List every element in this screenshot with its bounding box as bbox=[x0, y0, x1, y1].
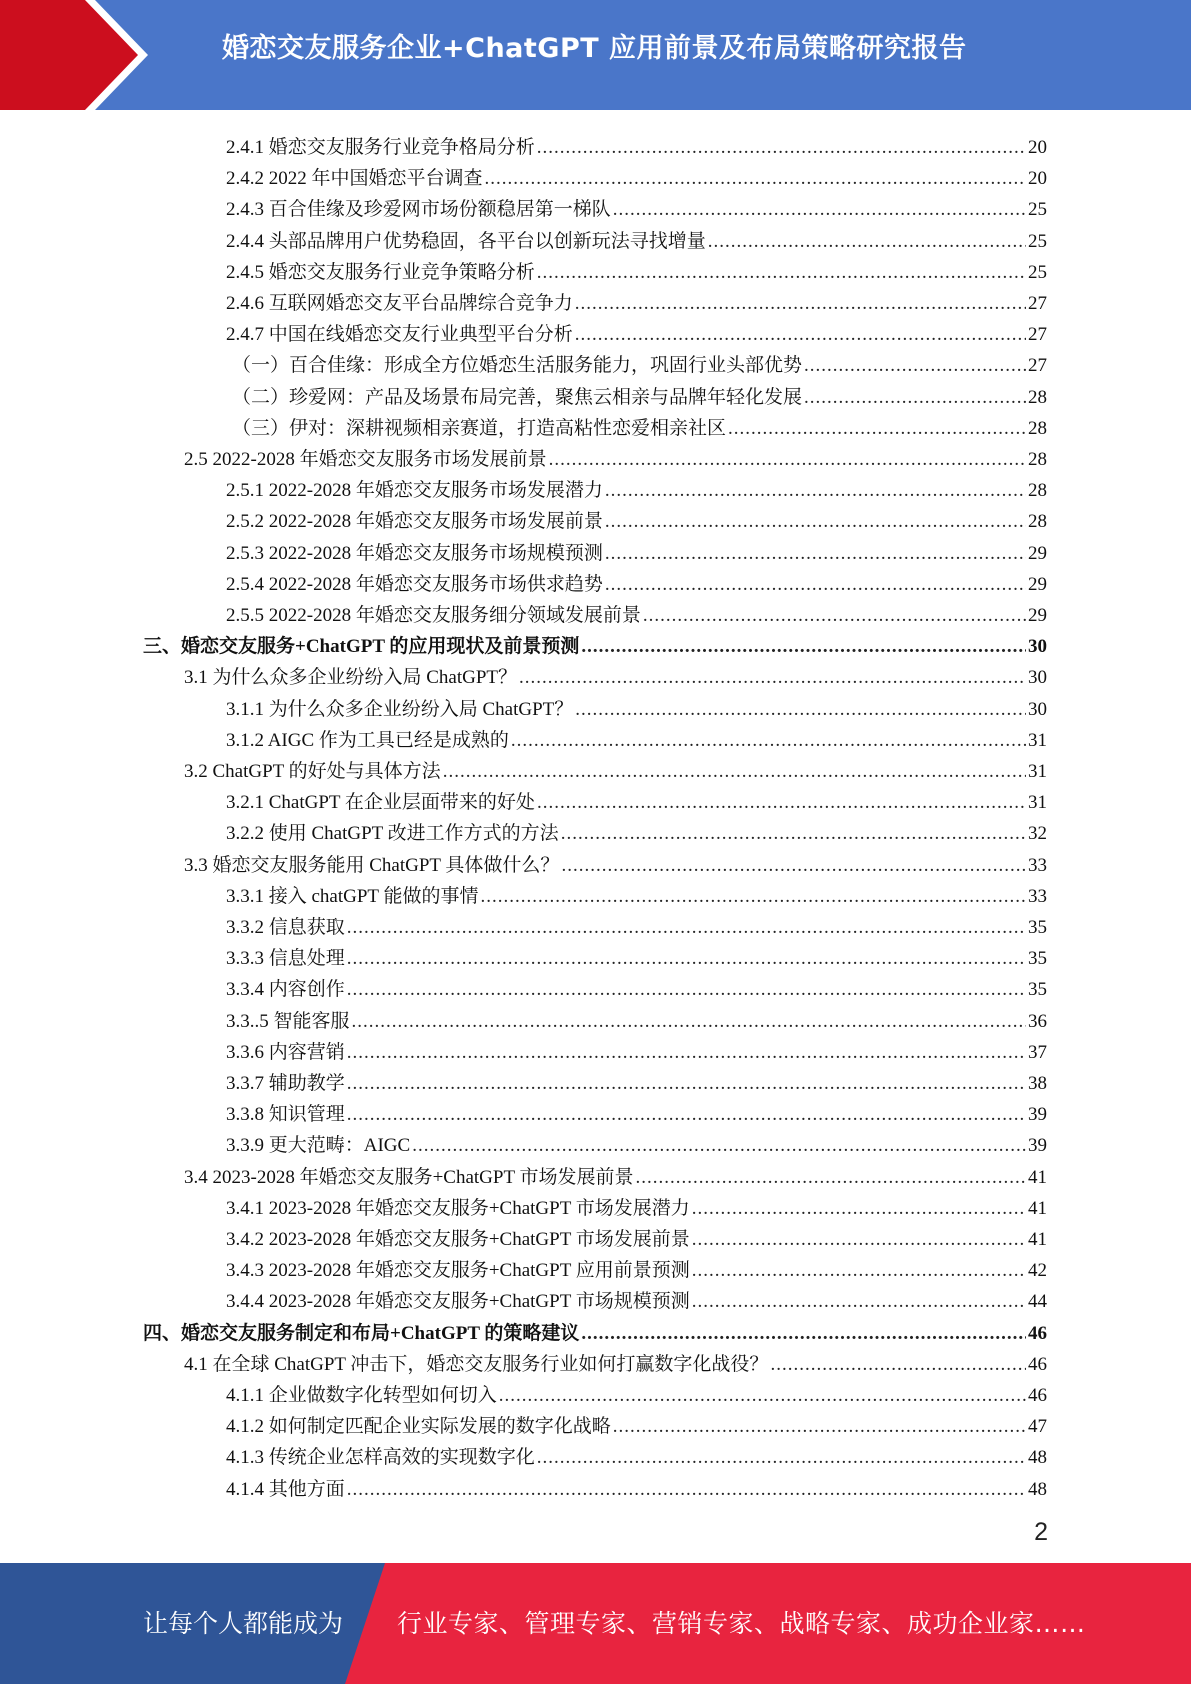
toc-entry-page: 28 bbox=[1028, 449, 1047, 470]
toc-entry-page: 28 bbox=[1028, 386, 1047, 408]
toc-entry-title: 2.5.1 2022-2028 年婚恋交友服务市场发展潜力 bbox=[226, 480, 603, 502]
toc-entry-page: 29 bbox=[1028, 573, 1047, 595]
toc-dot-leader bbox=[537, 137, 1026, 159]
toc-dot-leader bbox=[347, 979, 1026, 1001]
toc-entry-title: 2.4.2 2022 年中国婚恋平台调查 bbox=[226, 168, 483, 190]
toc-entry-page: 41 bbox=[1028, 1166, 1047, 1188]
toc-entry[interactable] bbox=[226, 1064, 1047, 1095]
toc-entry-page: 35 bbox=[1028, 979, 1047, 1001]
toc-entry-title: 4.1.3 传统企业怎样高效的实现数字化 bbox=[226, 1447, 535, 1469]
page-footer bbox=[0, 1563, 1191, 1684]
toc-entry[interactable] bbox=[226, 1470, 1047, 1501]
toc-entry-title: 2.4.4 头部品牌用户优势稳固，各平台以创新玩法寻找增量 bbox=[226, 230, 706, 252]
toc-entry-title: 3.2.1 ChatGPT 在企业层面带来的好处 bbox=[226, 792, 535, 814]
toc-entry-page: 39 bbox=[1028, 1104, 1047, 1126]
footer-slogan-right: 行业专家、管理专家、营销专家、战略专家、成功企业家…… bbox=[397, 1609, 1086, 1638]
toc-dot-leader bbox=[605, 543, 1026, 565]
toc-entry-page: 30 bbox=[1028, 636, 1047, 658]
toc-dot-leader bbox=[643, 605, 1026, 627]
toc-dot-leader bbox=[692, 1229, 1026, 1251]
toc-dot-leader bbox=[575, 324, 1026, 346]
toc-entry-page: 41 bbox=[1028, 1229, 1047, 1250]
toc-entry[interactable] bbox=[184, 846, 1047, 877]
toc-dot-leader bbox=[728, 418, 1026, 440]
toc-entry-page: 41 bbox=[1028, 1197, 1047, 1219]
report-title: 婚恋交友服务企业+ChatGPT 应用前景及布局策略研究报告 bbox=[222, 33, 967, 64]
toc-entry-page: 33 bbox=[1028, 854, 1047, 876]
toc-dot-leader bbox=[605, 480, 1026, 502]
toc-entry[interactable] bbox=[226, 1126, 1047, 1157]
toc-entry-title: 2.4.6 互联网婚恋交友平台品牌综合竞争力 bbox=[226, 293, 573, 314]
toc-entry-page: 33 bbox=[1028, 885, 1047, 907]
toc-dot-leader bbox=[347, 948, 1026, 970]
toc-entry-title: 2.4.7 中国在线婚恋交友行业典型平台分析 bbox=[226, 324, 573, 346]
toc-dot-leader bbox=[613, 1416, 1026, 1438]
toc-dot-leader bbox=[537, 262, 1026, 284]
toc-entry-title: 四、婚恋交友服务制定和布局+ChatGPT 的策略建议 bbox=[143, 1322, 580, 1344]
toc-dot-leader bbox=[581, 636, 1026, 658]
toc-entry[interactable] bbox=[184, 658, 1047, 689]
toc-dot-leader bbox=[443, 761, 1026, 783]
toc-entry-title: 3.1.2 AIGC 作为工具已经是成熟的 bbox=[226, 729, 509, 751]
toc-entry-title: 2.4.1 婚恋交友服务行业竞争格局分析 bbox=[226, 137, 535, 158]
toc-entry-page: 31 bbox=[1028, 792, 1047, 814]
toc-entry[interactable] bbox=[226, 222, 1047, 253]
toc-entry-page: 36 bbox=[1028, 1010, 1047, 1032]
toc-dot-leader bbox=[511, 730, 1026, 752]
toc-dot-leader bbox=[485, 168, 1026, 190]
toc-entry-title: 4.1.4 其他方面 bbox=[226, 1478, 345, 1500]
toc-dot-leader bbox=[605, 511, 1026, 533]
toc-entry[interactable] bbox=[232, 378, 1047, 409]
toc-entry-page: 25 bbox=[1028, 230, 1047, 252]
toc-entry[interactable] bbox=[226, 253, 1047, 284]
toc-entry-title: 3.3.3 信息处理 bbox=[226, 948, 345, 970]
toc-entry-title: 4.1.1 企业做数字化转型如何切入 bbox=[226, 1385, 497, 1406]
toc-dot-leader bbox=[770, 1354, 1026, 1376]
toc-entry-title: 3.3 婚恋交友服务能用 ChatGPT 具体做什么？ bbox=[184, 854, 560, 876]
toc-entry[interactable] bbox=[226, 970, 1047, 1001]
toc-entry[interactable] bbox=[226, 1251, 1047, 1282]
toc-entry[interactable] bbox=[143, 1314, 1047, 1345]
page-number: 2 bbox=[1034, 1518, 1048, 1546]
toc-entry[interactable] bbox=[226, 1407, 1047, 1438]
toc-dot-leader bbox=[480, 886, 1026, 908]
toc-entry-page: 20 bbox=[1028, 168, 1047, 190]
toc-entry-page: 35 bbox=[1028, 917, 1047, 938]
toc-entry[interactable] bbox=[226, 502, 1047, 533]
toc-entry-title: 3.4 2023-2028 年婚恋交友服务+ChatGPT 市场发展前景 bbox=[184, 1166, 634, 1188]
toc-entry-page: 31 bbox=[1028, 729, 1047, 751]
toc-dot-leader bbox=[575, 699, 1026, 721]
toc-dot-leader bbox=[519, 667, 1026, 689]
toc-entry-page: 30 bbox=[1028, 667, 1047, 689]
toc-entry-page: 27 bbox=[1028, 293, 1047, 314]
toc-entry[interactable] bbox=[226, 721, 1047, 752]
toc-entry[interactable] bbox=[226, 1033, 1047, 1064]
toc-entry[interactable] bbox=[226, 565, 1047, 596]
toc-entry[interactable] bbox=[226, 1220, 1047, 1251]
toc-entry[interactable] bbox=[226, 690, 1047, 721]
toc-entry-title: 3.3.9 更大范畴：AIGC bbox=[226, 1135, 411, 1157]
toc-dot-leader bbox=[561, 855, 1026, 877]
toc-entry-page: 28 bbox=[1028, 480, 1047, 502]
toc-dot-leader bbox=[575, 293, 1026, 315]
toc-entry-page: 32 bbox=[1028, 823, 1047, 845]
toc-entry-title: 3.1.1 为什么众多企业纷纷入局 ChatGPT？ bbox=[226, 698, 574, 720]
toc-dot-leader bbox=[804, 387, 1026, 409]
toc-entry-title: 2.5.2 2022-2028 年婚恋交友服务市场发展前景 bbox=[226, 511, 603, 533]
toc-entry-title: 3.3.6 内容营销 bbox=[226, 1041, 345, 1063]
toc-entry-title: 三、婚恋交友服务+ChatGPT 的应用现状及前景预测 bbox=[143, 636, 580, 658]
toc-entry-title: 3.4.1 2023-2028 年婚恋交友服务+ChatGPT 市场发展潜力 bbox=[226, 1197, 690, 1219]
toc-entry-title: 2.4.5 婚恋交友服务行业竞争策略分析 bbox=[226, 261, 535, 283]
toc-entry[interactable] bbox=[226, 1095, 1047, 1126]
page-header bbox=[0, 0, 1191, 110]
toc-dot-leader bbox=[347, 1104, 1026, 1126]
toc-entry[interactable] bbox=[226, 471, 1047, 502]
toc-entry[interactable] bbox=[232, 346, 1047, 377]
toc-entry-title: 2.5.3 2022-2028 年婚恋交友服务市场规模预测 bbox=[226, 542, 603, 564]
toc-entry-page: 37 bbox=[1028, 1041, 1047, 1063]
toc-dot-leader bbox=[549, 449, 1026, 471]
toc-dot-leader bbox=[499, 1385, 1026, 1407]
toc-dot-leader bbox=[692, 1198, 1026, 1220]
toc-entry-page: 38 bbox=[1028, 1073, 1047, 1094]
toc-entry-title: 3.3.2 信息获取 bbox=[226, 917, 345, 938]
toc-entry-title: 3.2 ChatGPT 的好处与具体方法 bbox=[184, 761, 441, 782]
toc-entry-title: 2.5.5 2022-2028 年婚恋交友服务细分领域发展前景 bbox=[226, 605, 641, 626]
toc-entry-page: 46 bbox=[1028, 1322, 1047, 1344]
toc-entry-page: 31 bbox=[1028, 761, 1047, 782]
toc-entry[interactable] bbox=[226, 877, 1047, 908]
toc-entry-page: 25 bbox=[1028, 261, 1047, 283]
toc-entry[interactable] bbox=[184, 440, 1047, 471]
toc-dot-leader bbox=[605, 574, 1026, 596]
toc-entry-title: 3.4.2 2023-2028 年婚恋交友服务+ChatGPT 市场发展前景 bbox=[226, 1229, 690, 1250]
toc-dot-leader bbox=[692, 1291, 1026, 1313]
toc-entry-title: 3.3.7 辅助教学 bbox=[226, 1073, 345, 1094]
toc-entry-title: 3.3..5 智能客服 bbox=[226, 1010, 350, 1032]
toc-entry[interactable] bbox=[226, 1438, 1047, 1469]
toc-entry[interactable] bbox=[226, 939, 1047, 970]
toc-entry-title: 3.3.8 知识管理 bbox=[226, 1104, 345, 1126]
toc-dot-leader bbox=[347, 1042, 1026, 1064]
toc-entry[interactable] bbox=[226, 534, 1047, 565]
toc-entry-title: 3.1 为什么众多企业纷纷入局 ChatGPT？ bbox=[184, 667, 518, 689]
toc-dot-leader bbox=[613, 199, 1026, 221]
toc-entry-page: 47 bbox=[1028, 1416, 1047, 1438]
header-arrow-decoration bbox=[0, 0, 150, 110]
toc-entry[interactable] bbox=[226, 908, 1047, 939]
toc-entry[interactable] bbox=[226, 1002, 1047, 1033]
toc-dot-leader bbox=[347, 1479, 1026, 1501]
toc-entry[interactable] bbox=[226, 1376, 1047, 1407]
toc-entry[interactable] bbox=[226, 814, 1047, 845]
toc-entry-page: 46 bbox=[1028, 1353, 1047, 1375]
toc-entry-page: 42 bbox=[1028, 1260, 1047, 1282]
toc-dot-leader bbox=[804, 355, 1026, 377]
toc-entry-title: 3.3.4 内容创作 bbox=[226, 979, 345, 1001]
toc-entry-title: 2.5 2022-2028 年婚恋交友服务市场发展前景 bbox=[184, 449, 547, 470]
toc-entry-page: 28 bbox=[1028, 417, 1047, 439]
toc-entry[interactable] bbox=[232, 409, 1047, 440]
toc-dot-leader bbox=[347, 917, 1026, 939]
toc-entry-page: 46 bbox=[1028, 1385, 1047, 1406]
toc-entry-page: 28 bbox=[1028, 511, 1047, 533]
toc-entry-page: 29 bbox=[1028, 605, 1047, 626]
toc-dot-leader bbox=[412, 1135, 1026, 1157]
toc-entry[interactable] bbox=[226, 1189, 1047, 1220]
toc-entry-title: （三）伊对：深耕视频相亲赛道，打造高粘性恋爱相亲社区 bbox=[232, 417, 727, 439]
toc-entry-title: 3.4.3 2023-2028 年婚恋交友服务+ChatGPT 应用前景预测 bbox=[226, 1260, 690, 1282]
toc-dot-leader bbox=[692, 1260, 1026, 1282]
toc-dot-leader bbox=[537, 1447, 1026, 1469]
toc-dot-leader bbox=[352, 1011, 1026, 1033]
toc-dot-leader bbox=[635, 1167, 1026, 1189]
toc-entry-page: 35 bbox=[1028, 948, 1047, 970]
toc-entry-page: 48 bbox=[1028, 1478, 1047, 1500]
toc-entry-page: 29 bbox=[1028, 542, 1047, 564]
toc-entry[interactable] bbox=[226, 315, 1047, 346]
toc-dot-leader bbox=[561, 823, 1026, 845]
toc-entry[interactable] bbox=[226, 1282, 1047, 1313]
toc-entry[interactable] bbox=[226, 190, 1047, 221]
toc-entry-title: 4.1.2 如何制定匹配企业实际发展的数字化战略 bbox=[226, 1416, 611, 1438]
toc-entry[interactable] bbox=[184, 752, 1047, 783]
toc-entry[interactable] bbox=[184, 1158, 1047, 1189]
footer-slogan-left: 让每个人都能成为 bbox=[143, 1609, 344, 1638]
toc-entry-title: （二）珍爱网：产品及场景布局完善，聚焦云相亲与品牌年轻化发展 bbox=[232, 386, 803, 408]
toc-entry[interactable] bbox=[226, 128, 1047, 159]
toc-entry[interactable] bbox=[226, 159, 1047, 190]
toc-entry[interactable] bbox=[143, 627, 1047, 658]
toc-entry[interactable] bbox=[226, 596, 1047, 627]
toc-entry-title: 4.1 在全球 ChatGPT 冲击下，婚恋交友服务行业如何打赢数字化战役？ bbox=[184, 1353, 769, 1375]
toc-entry[interactable] bbox=[184, 1345, 1047, 1376]
toc-entry-page: 27 bbox=[1028, 355, 1047, 377]
toc-entry-page: 48 bbox=[1028, 1447, 1047, 1469]
toc-entry-title: 2.5.4 2022-2028 年婚恋交友服务市场供求趋势 bbox=[226, 573, 603, 595]
toc-dot-leader bbox=[347, 1073, 1026, 1095]
toc-entry-title: 2.4.3 百合佳缘及珍爱网市场份额稳居第一梯队 bbox=[226, 199, 611, 221]
toc-entry-page: 27 bbox=[1028, 324, 1047, 346]
toc-entry[interactable] bbox=[226, 284, 1047, 315]
toc-entry[interactable] bbox=[226, 783, 1047, 814]
toc-dot-leader bbox=[537, 792, 1026, 814]
toc-entry-page: 30 bbox=[1028, 698, 1047, 720]
toc-dot-leader bbox=[581, 1323, 1026, 1345]
toc-entry-page: 44 bbox=[1028, 1291, 1047, 1313]
toc-dot-leader bbox=[708, 231, 1026, 253]
toc-entry-title: 3.4.4 2023-2028 年婚恋交友服务+ChatGPT 市场规模预测 bbox=[226, 1291, 690, 1313]
toc-entry-page: 39 bbox=[1028, 1135, 1047, 1157]
toc-entry-page: 20 bbox=[1028, 137, 1047, 158]
toc-entry-title: （一）百合佳缘：形成全方位婚恋生活服务能力，巩固行业头部优势 bbox=[232, 355, 803, 377]
toc-entry-page: 25 bbox=[1028, 199, 1047, 221]
toc-entry-title: 3.2.2 使用 ChatGPT 改进工作方式的方法 bbox=[226, 823, 559, 845]
toc-entry-title: 3.3.1 接入 chatGPT 能做的事情 bbox=[226, 885, 479, 907]
